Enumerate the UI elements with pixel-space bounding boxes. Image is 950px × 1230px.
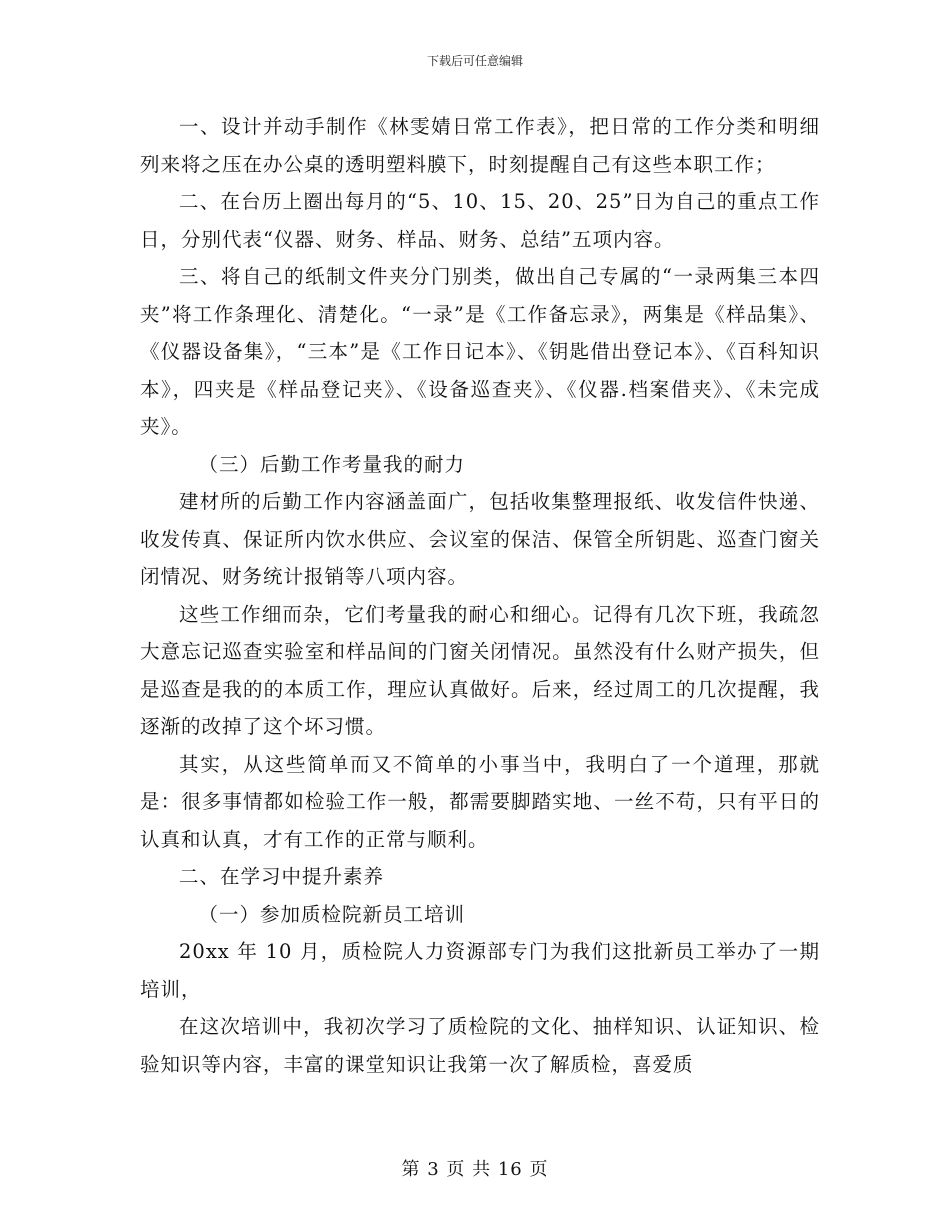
paragraph-7: 其实，从这些简单而又不简单的小事当中，我明白了一个道理，那就是：很多事情都如检验工作一般，都需要脚踏实地、一丝不苟，只有平日的认真和认真，才有工作的正常与顺利。 (140, 752, 820, 851)
paragraph-2: 二、在台历上圈出每月的“5、10、15、20、25”日为自己的重点工作日，分别代表“仪器、财务、样品、财务、总结”五项内容。 (140, 190, 820, 251)
document-body (140, 108, 820, 1083)
page-header: 下载后可任意编辑 (426, 54, 523, 68)
paragraph-11: 在这次培训中，我初次学习了质检院的文化、抽样知识、认证知识、检验知识等内容，丰富的课堂知识让我第一次了解质检，喜爱质 (140, 1015, 820, 1076)
section-heading-training: （一）参加质检院新员工培训 (198, 902, 466, 926)
page-footer: 第 3 页 共 16 页 (401, 1159, 549, 1180)
paragraph-6: 这些工作细而杂，它们考量我的耐心和细心。记得有几次下班，我疏忽大意忘记巡查实验室和样品间的门窗关闭情况。虽然没有什么财产损失，但是巡查是我的的本质工作，理应认真做好。后来，经过周工的几次提醒，我逐渐的改掉了这个坏习惯。 (140, 602, 820, 738)
section-heading-learning: 二、在学习中提升素养 (179, 865, 385, 888)
paragraph-10: 20xx 年 10 月，质检院人力资源部专门为我们这批新员工举办了一期培训， (140, 940, 820, 1001)
section-heading-logistics: （三）后勤工作考量我的耐力 (198, 452, 466, 476)
paragraph-3: 三、将自己的纸制文件夹分门别类，做出自己专属的“一录两集三本四夹”将工作条理化、清楚化。“一录”是《工作备忘录》，两集是《样品集》、《仪器设备集》，“三本”是《工作日记本》、《钥匙借出登记本》、《百科知识本》，四夹是《样品登记夹》、《设备巡查夹》、《仪器.档案借夹》、《未完成夹》。 (140, 265, 820, 438)
paragraph-5: 建材所的后勤工作内容涵盖面广，包括收集整理报纸、收发信件快递、收发传真、保证所内饮水供应、会议室的保洁、保管全所钥匙、巡查门窗关闭情况、财务统计报销等八项内容。 (140, 490, 820, 588)
paragraph-1: 一、设计并动手制作《林雯婧日常工作表》，把日常的工作分类和明细列来将之压在办公桌的透明塑料膜下，时刻提醒自己有这些本职工作； (140, 115, 820, 176)
